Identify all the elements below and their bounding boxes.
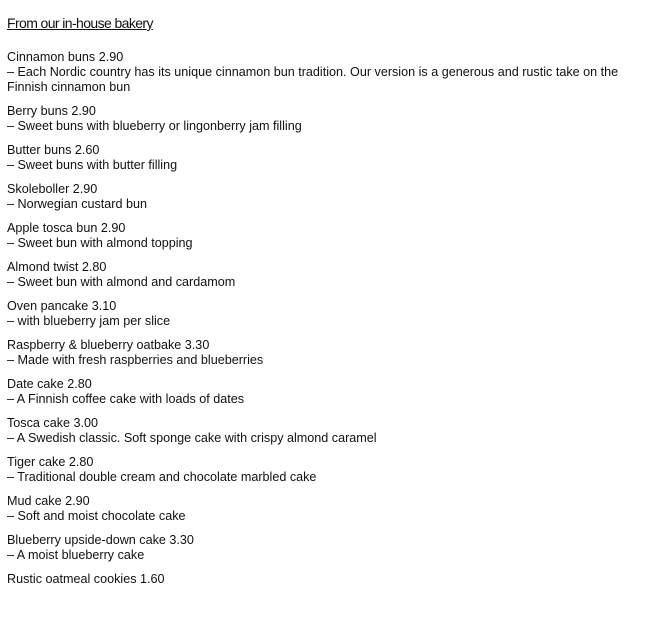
- menu-item: [7, 338, 646, 368]
- menu-item-name: Berry buns 2.90: [7, 104, 96, 118]
- menu-item: [7, 143, 646, 173]
- menu-item-name: Date cake 2.80: [7, 377, 92, 391]
- menu-item: [7, 533, 646, 563]
- menu-item-description: – A Swedish classic. Soft sponge cake with crispy almond caramel: [7, 431, 377, 445]
- menu-item-description: – Sweet buns with butter filling: [7, 158, 178, 172]
- menu-item-name: Oven pancake 3.10: [7, 299, 117, 313]
- menu-item-name: Almond twist 2.80: [7, 260, 107, 274]
- menu-item-name: Raspberry & blueberry oatbake 3.30: [7, 338, 210, 352]
- menu-item: [7, 299, 646, 329]
- menu-item: [7, 50, 646, 95]
- menu-item-description: – Norwegian custard bun: [7, 197, 148, 211]
- menu-item-name: Butter buns 2.60: [7, 143, 100, 157]
- menu-item-name: Mud cake 2.90: [7, 494, 90, 508]
- menu-item-description: – Traditional double cream and chocolate marbled cake: [7, 470, 317, 484]
- menu-item: [7, 377, 646, 407]
- menu-item-description: – Made with fresh raspberries and blueberries: [7, 353, 264, 367]
- menu-item-description: – with blueberry jam per slice: [7, 314, 171, 328]
- menu-item-name: Apple tosca bun 2.90: [7, 221, 126, 235]
- menu-item: [7, 455, 646, 485]
- menu-item-name: Skoleboller 2.90: [7, 182, 98, 196]
- menu-item-name: Rustic oatmeal cookies 1.60: [7, 572, 165, 586]
- menu-item: [7, 182, 646, 212]
- bakery-menu-list: [7, 50, 646, 587]
- menu-item-description: – Sweet buns with blueberry or lingonberry jam filling: [7, 119, 302, 133]
- menu-item-description: – A Finnish coffee cake with loads of dates: [7, 392, 245, 406]
- bakery-heading: From our in-house bakery: [7, 15, 153, 31]
- menu-item: [7, 572, 646, 587]
- menu-item: [7, 260, 646, 290]
- menu-item-name: Cinnamon buns 2.90: [7, 50, 124, 64]
- menu-item: [7, 104, 646, 134]
- menu-item-name: Blueberry upside-down cake 3.30: [7, 533, 194, 547]
- menu-item-description: – A moist blueberry cake: [7, 548, 145, 562]
- menu-item-description: – Sweet bun with almond topping: [7, 236, 193, 250]
- menu-item-description: – Sweet bun with almond and cardamom: [7, 275, 236, 289]
- menu-item-description: – Soft and moist chocolate cake: [7, 509, 186, 523]
- menu-item-name: Tosca cake 3.00: [7, 416, 99, 430]
- menu-item: [7, 416, 646, 446]
- menu-item: [7, 494, 646, 524]
- menu-item: [7, 221, 646, 251]
- menu-item-name: Tiger cake 2.80: [7, 455, 94, 469]
- menu-item-description: – Each Nordic country has its unique cinnamon bun tradition. Our version is a generous and rustic take on the Finnish cinnamon bun: [7, 65, 619, 94]
